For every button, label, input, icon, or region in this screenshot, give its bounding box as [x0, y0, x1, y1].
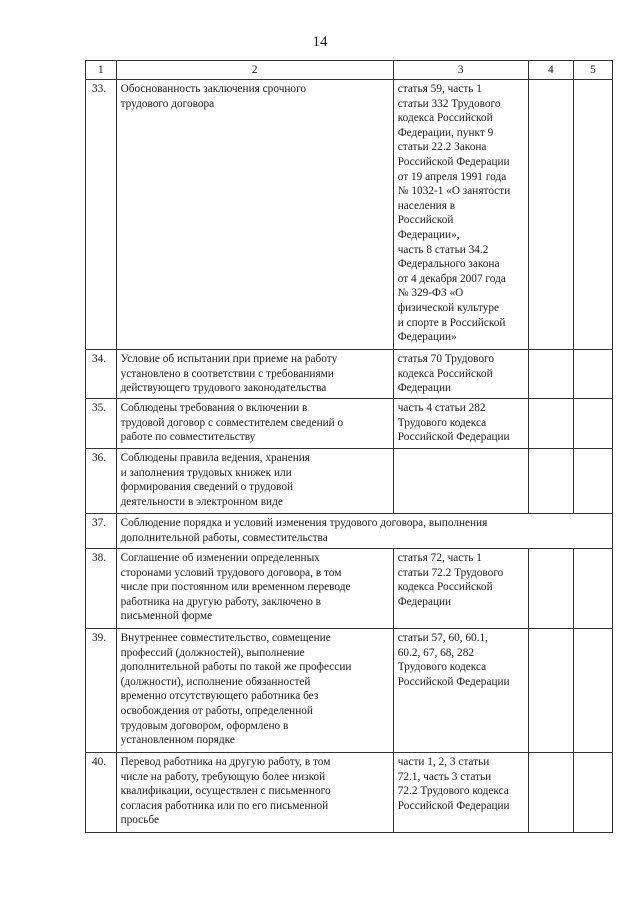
answer-cell: [528, 80, 573, 350]
header-cell: 3: [393, 61, 528, 80]
answer-cell: [528, 549, 573, 629]
note-cell: [573, 549, 612, 629]
requirement-text: Условие об испытании при приеме на работу установлено в соответствии с требованиями действующего трудового законодательства: [116, 350, 393, 399]
requirement-text: Внутреннее совместительство, совмещение профессий (должностей), выполнение дополнительной работы по такой же профессии (должности), исполнение обязанностей временно отсутствующего работника без освобождения от работы, определенной трудовым договором, оформлено в установленном порядке: [116, 629, 393, 753]
answer-cell: [528, 399, 573, 449]
table-row: [86, 399, 613, 449]
header-row: [86, 61, 613, 80]
answer-cell: [528, 753, 573, 833]
table-row: [86, 80, 613, 350]
note-cell: [573, 399, 612, 449]
table-row: [86, 549, 613, 629]
row-number: 39.: [86, 629, 117, 753]
answer-cell: [528, 629, 573, 753]
legal-basis-text: части 1, 2, 3 статьи 72.1, часть 3 статьи 72.2 Трудового кодекса Российской Федерации: [393, 753, 528, 833]
note-cell: [573, 350, 612, 399]
note-cell: [573, 629, 612, 753]
row-number: 38.: [86, 549, 117, 629]
requirement-text: Перевод работника на другую работу, в том числе на работу, требующую более низкой квалификации, осуществлен с письменного согласия работника или по его письменной просьбе: [116, 753, 393, 833]
row-number: 34.: [86, 350, 117, 399]
requirement-text: Соглашение об изменении определенных сторонами условий трудового договора, в том числе при постоянном или временном переводе работника на другую работу, заключено в письменной форме: [116, 549, 393, 629]
answer-cell: [528, 350, 573, 399]
legal-basis-text: часть 4 статьи 282 Трудового кодекса Российской Федерации: [393, 399, 528, 449]
legal-basis-text: статья 72, часть 1 статьи 72.2 Трудового кодекса Российской Федерации: [393, 549, 528, 629]
legal-basis-text: статья 59, часть 1 статьи 332 Трудового кодекса Российской Федерации, пункт 9 статьи 22.2 Закона Российской Федерации от 19 апреля 1991 года № 1032-1 «О занятости населения в Российской Федерации», часть 8 статьи 34.2 Федерального закона от 4 декабря 2007 года № 329-ФЗ «О физической культуре и спорте в Российской Федерации»: [393, 80, 528, 350]
requirement-text: Соблюдены правила ведения, хранения и заполнения трудовых книжек или формирования сведений о трудовой деятельности в электронном виде: [116, 449, 393, 514]
table-row: [86, 350, 613, 399]
checklist-table: [85, 60, 613, 833]
legal-basis-text: статьи 57, 60, 60.1, 60.2, 67, 68, 282 Трудового кодекса Российской Федерации: [393, 629, 528, 753]
row-number: 36.: [86, 449, 117, 514]
header-cell: 2: [116, 61, 393, 80]
requirement-text: Соблюдены требования о включении в трудовой договор с совместителем сведений о работе по совместительству: [116, 399, 393, 449]
note-cell: [573, 80, 612, 350]
note-cell: [573, 449, 612, 514]
header-cell: 1: [86, 61, 117, 80]
page-number: 14: [312, 34, 328, 50]
table-row: [86, 629, 613, 753]
row-number: 33.: [86, 80, 117, 350]
requirement-text: Обоснованность заключения срочного трудового договора: [116, 80, 393, 350]
legal-basis-text: статья 70 Трудового кодекса Российской Федерации: [393, 350, 528, 399]
header-cell: 4: [528, 61, 573, 80]
table-row: [86, 449, 613, 514]
header-cell: 5: [573, 61, 612, 80]
section-heading: Соблюдение порядка и условий изменения трудового договора, выполнения дополнительной работы, совместительства: [116, 514, 612, 549]
row-number: 40.: [86, 753, 117, 833]
section-row: [86, 514, 613, 549]
note-cell: [573, 753, 612, 833]
legal-basis-text: [393, 449, 528, 514]
answer-cell: [528, 449, 573, 514]
table-row: [86, 753, 613, 833]
row-number: 37.: [86, 514, 117, 549]
row-number: 35.: [86, 399, 117, 449]
